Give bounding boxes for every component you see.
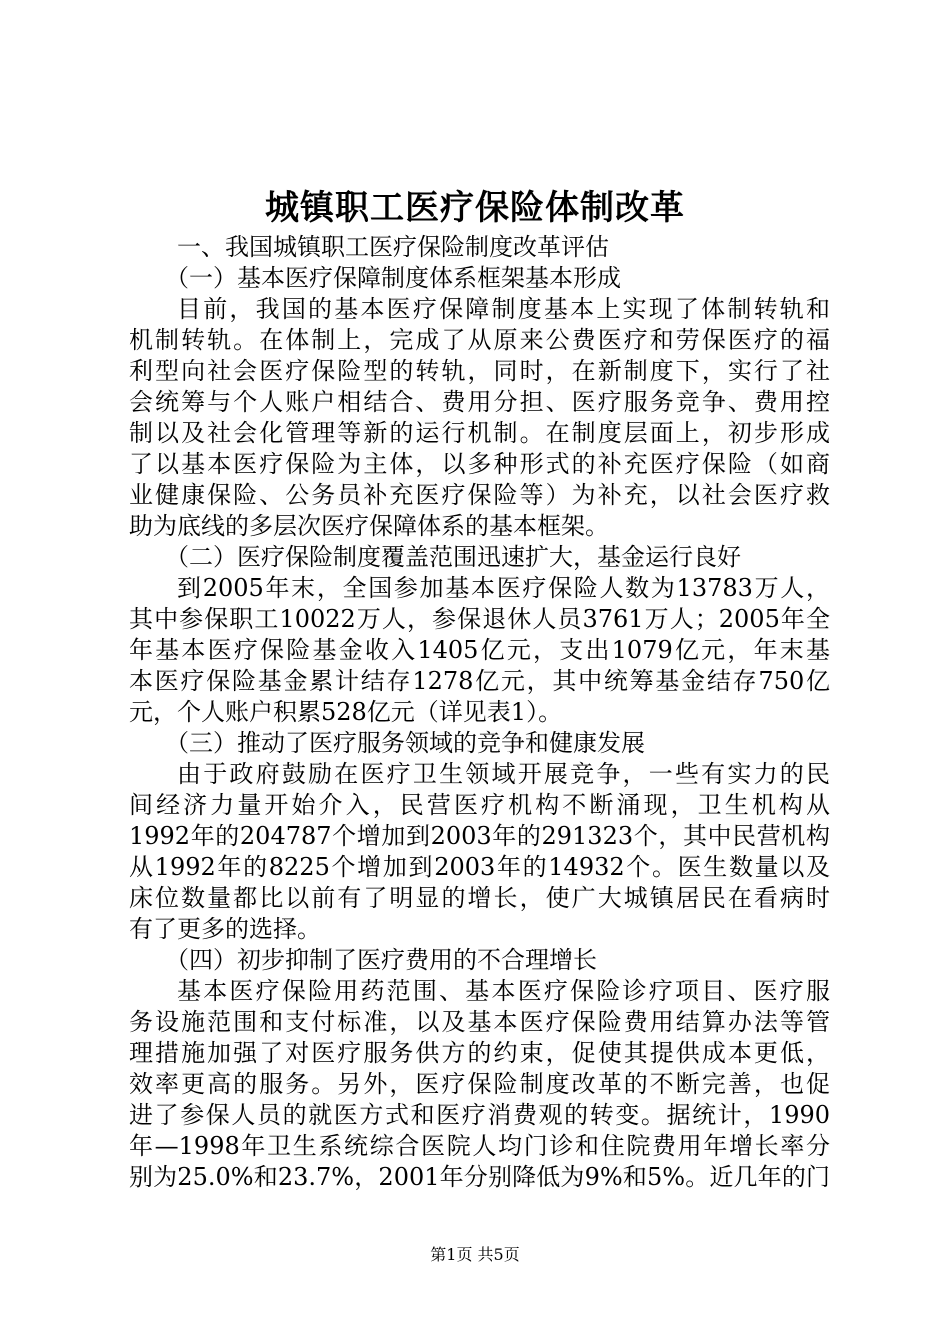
body-line: 机制转轨。在体制上，完成了从原来公费医疗和劳保医疗的福 — [129, 326, 830, 354]
body-line: 1992年的204787个增加到2003年的291323个，其中民营机构 — [129, 822, 830, 850]
body-line: 本医疗保险基金累计结存1278亿元，其中统筹基金结存750亿 — [129, 667, 830, 695]
body-line: 进了参保人员的就医方式和医疗消费观的转变。据统计，1990 — [129, 1101, 830, 1129]
body-line: 别为25.0%和23.7%，2001年分别降低为9%和5%。近几年的门 — [129, 1163, 830, 1191]
body-line: 利型向社会医疗保险型的转轨，同时，在新制度下，实行了社 — [129, 357, 830, 385]
section-heading: 一、我国城镇职工医疗保险制度改革评估 — [177, 233, 609, 261]
body-line: 年—1998年卫生系统综合医院人均门诊和住院费用年增长率分 — [129, 1132, 830, 1160]
paragraph-last-line: 有了更多的选择。 — [129, 915, 321, 943]
body-line: 制以及社会化管理等新的运行机制。在制度层面上，初步形成 — [129, 419, 830, 447]
body-line: 从1992年的8225个增加到2003年的14932个。医生数量以及 — [129, 853, 830, 881]
body-line: 务设施范围和支付标准，以及基本医疗保险费用结算办法等管 — [129, 1008, 830, 1036]
page-footer: 第1页 共5页 — [430, 1245, 520, 1264]
subsection-heading: （三）推动了医疗服务领域的竞争和健康发展 — [165, 729, 645, 757]
body-line: 床位数量都比以前有了明显的增长，使广大城镇居民在看病时 — [129, 884, 830, 912]
paragraph-first-line: 目前，我国的基本医疗保障制度基本上实现了体制转轨和 — [177, 295, 830, 323]
subsection-heading: （四）初步抑制了医疗费用的不合理增长 — [165, 946, 597, 974]
body-line: 年基本医疗保险基金收入1405亿元，支出1079亿元，年末基 — [129, 636, 830, 664]
body-line: 其中参保职工10022万人，参保退休人员3761万人；2005年全 — [129, 605, 830, 633]
paragraph-last-line: 助为底线的多层次医疗保障体系的基本框架。 — [129, 512, 609, 540]
paragraph-first-line: 由于政府鼓励在医疗卫生领域开展竞争，一些有实力的民 — [177, 760, 830, 788]
body-line: 业健康保险、公务员补充医疗保险等）为补充，以社会医疗救 — [129, 481, 830, 509]
document-title: 城镇职工医疗保险体制改革 — [265, 188, 685, 228]
document-body — [129, 232, 830, 1193]
paragraph-last-line: 元，个人账户积累528亿元（详见表1）。 — [129, 698, 563, 726]
body-line: 效率更高的服务。另外，医疗保险制度改革的不断完善，也促 — [129, 1070, 830, 1098]
paragraph-first-line: 基本医疗保险用药范围、基本医疗保险诊疗项目、医疗服 — [177, 977, 830, 1005]
subsection-heading: （一）基本医疗保障制度体系框架基本形成 — [165, 264, 621, 292]
body-line: 了以基本医疗保险为主体，以多种形式的补充医疗保险（如商 — [129, 450, 830, 478]
body-line: 间经济力量开始介入，民营医疗机构不断涌现，卫生机构从 — [129, 791, 830, 819]
subsection-heading: （二）医疗保险制度覆盖范围迅速扩大，基金运行良好 — [165, 543, 741, 571]
body-line: 理措施加强了对医疗服务供方的约束，促使其提供成本更低， — [129, 1039, 830, 1067]
paragraph-first-line: 到2005年末，全国参加基本医疗保险人数为13783万人， — [177, 574, 830, 602]
body-line: 会统筹与个人账户相结合、费用分担、医疗服务竞争、费用控 — [129, 388, 830, 416]
